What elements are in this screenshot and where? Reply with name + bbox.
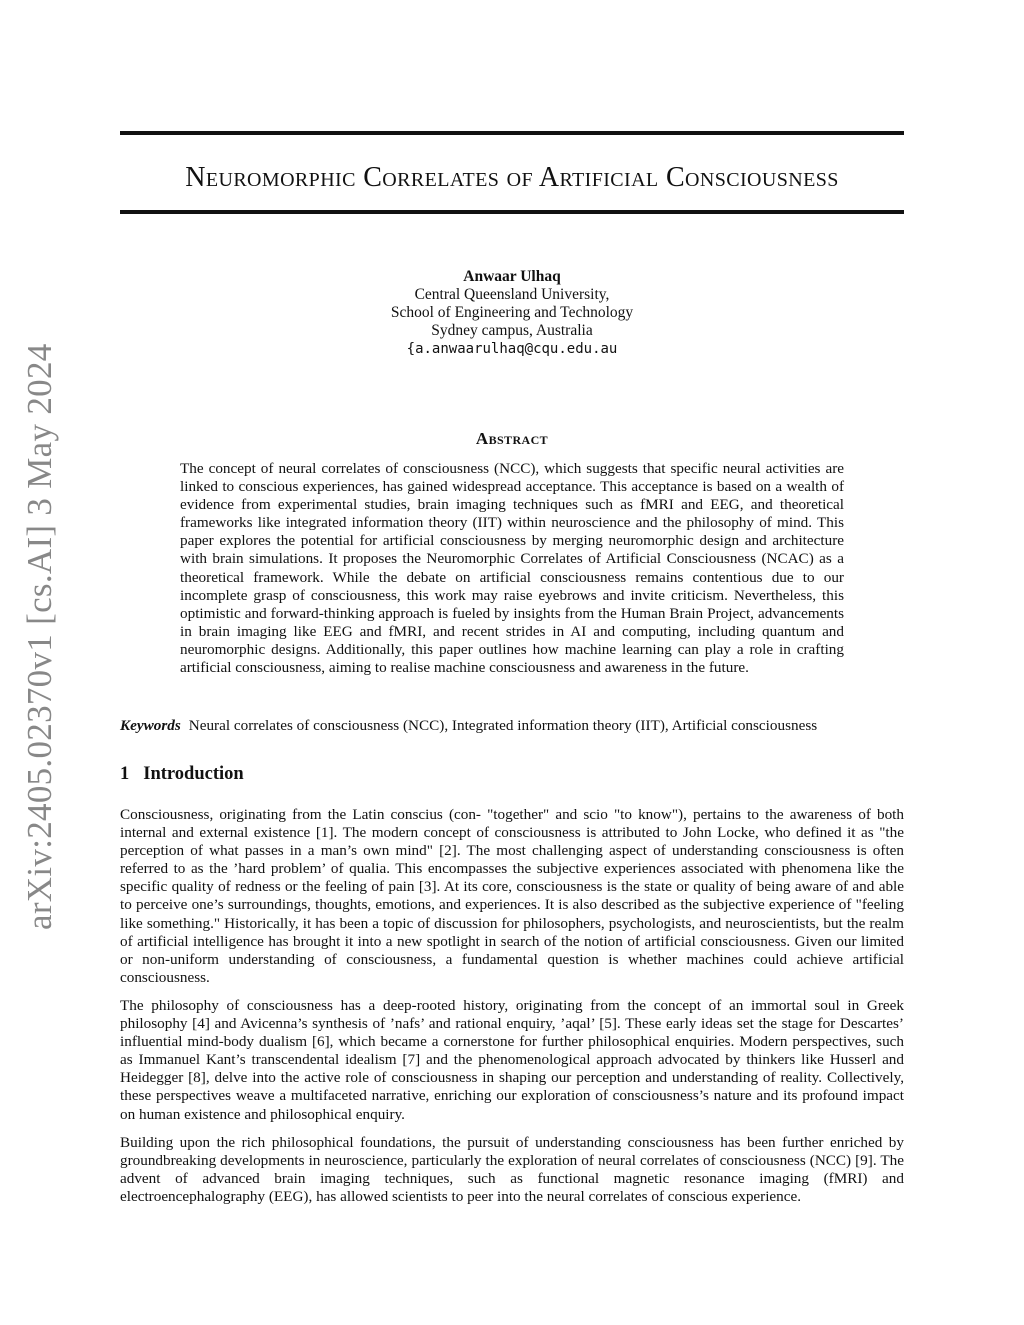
body-paragraph: The philosophy of consciousness has a deep-rooted history, originating from the concept of an immortal soul in Greek philosophy [4] and Avicenna’s synthesis of ’nafs’ and rational enquiry, ’aqal’ [5]. These early ideas set the stage for Descartes’ influential mind-body dualism [6], which became a cornerstone for further philosophical enquiries. Modern perspectives, such as Immanuel Kant’s transcendental idealism [7] and the phenomenological approach advocated by thinkers like Husserl and Heidegger [8], delve into the active role of consciousness in shaping our perception and understanding of reality. Collectively, these perspectives weave a multifaceted narrative, enriching our exploration of consciousness’s nature and its profound impact on human existence and philosophical enquiry. bbox=[120, 996, 904, 1123]
author-affiliation-school: School of Engineering and Technology bbox=[390, 304, 634, 321]
abstract-heading: Abstract bbox=[475, 429, 549, 448]
title-top-rule bbox=[120, 131, 904, 135]
author-email[interactable]: {a.anwaarulhaq@cqu.edu.au bbox=[406, 341, 618, 357]
body-paragraph: Building upon the rich philosophical foundations, the pursuit of understanding consciousness has been further enriched by groundbreaking developments in neuroscience, particularly the exploration of neural correlates of consciousness (NCC) [9]. The advent of advanced brain imaging techniques, such as functional magnetic resonance imaging (fMRI) and electroencephalography (EEG), has allowed scientists to peer into the neural correlates of conscious experience. bbox=[120, 1133, 904, 1205]
arxiv-identifier-stamp: arXiv:2405.02370v1 [cs.AI] 3 May 2024 bbox=[20, 343, 59, 930]
keywords-label: Keywords bbox=[120, 717, 181, 734]
section-heading-introduction bbox=[120, 764, 244, 785]
paper-title: Neuromorphic Correlates of Artificial Consciousness bbox=[185, 162, 839, 193]
section-title: Introduction bbox=[143, 764, 244, 784]
body-paragraph: Consciousness, originating from the Latin conscius (con- "together" and scio "to know"), pertains to the awareness of both internal and external existence [1]. The modern concept of consciousness is attributed to John Locke, who defined it as "the perception of what passes in a man’s own mind" [2]. The most challenging aspect of understanding consciousness is often referred to as the ’hard problem’ of qualia. This encompasses the subjective experiences associated with phenomena like the specific quality of redness or the feeling of pain [3]. At its core, consciousness is the state or quality of being aware of and able to perceive one’s surroundings, thoughts, emotions, and experiences. It is also described as the subjective experience of "feeling like something." Historically, it has been a topic of discussion for philosophers, psychologists, and neuroscientists, but the realm of artificial intelligence has brought it into a new spotlight in search of the notion of artificial consciousness. Given our limited or non-uniform understanding of consciousness, a fundamental question is whether machines could achieve artificial consciousness. bbox=[120, 806, 904, 986]
author-affiliation-university: Central Queensland University, bbox=[414, 286, 610, 303]
keywords-line bbox=[120, 717, 904, 735]
keywords-text: Neural correlates of consciousness (NCC), Integrated information theory (IIT), Artificial consciousness bbox=[188, 717, 818, 734]
author-name: Anwaar Ulhaq bbox=[463, 268, 561, 285]
section-number: 1 bbox=[120, 764, 130, 784]
introduction-body bbox=[120, 806, 904, 1216]
author-block bbox=[312, 268, 712, 358]
abstract-text: The concept of neural correlates of consciousness (NCC), which suggests that specific neural activities are linked to conscious experiences, has gained widespread acceptance. This acceptance is based on a wealth of evidence from experimental studies, brain imaging techniques such as fMRI and EEG, and theoretical frameworks like integrated information theory (IIT) within neuroscience and the philosophy of mind. This paper explores the potential for artificial consciousness by merging neuromorphic design and architecture with brain simulations. It proposes the Neuromorphic Correlates of Artificial Consciousness (NCAC) as a theoretical framework. While the debate on artificial consciousness remains contentious due to our incomplete grasp of consciousness, this work may raise eyebrows and invite criticism. Nevertheless, this optimistic and forward-thinking approach is fueled by insights from the Human Brain Project, advancements in brain imaging like EEG and fMRI, and recent strides in AI and computing, including quantum and neuromorphic designs. Additionally, this paper outlines how machine learning can play a role in crafting artificial consciousness, aiming to realise machine consciousness and awareness in the future. bbox=[180, 460, 844, 677]
title-bottom-rule bbox=[120, 210, 904, 214]
author-affiliation-campus: Sydney campus, Australia bbox=[431, 322, 593, 339]
